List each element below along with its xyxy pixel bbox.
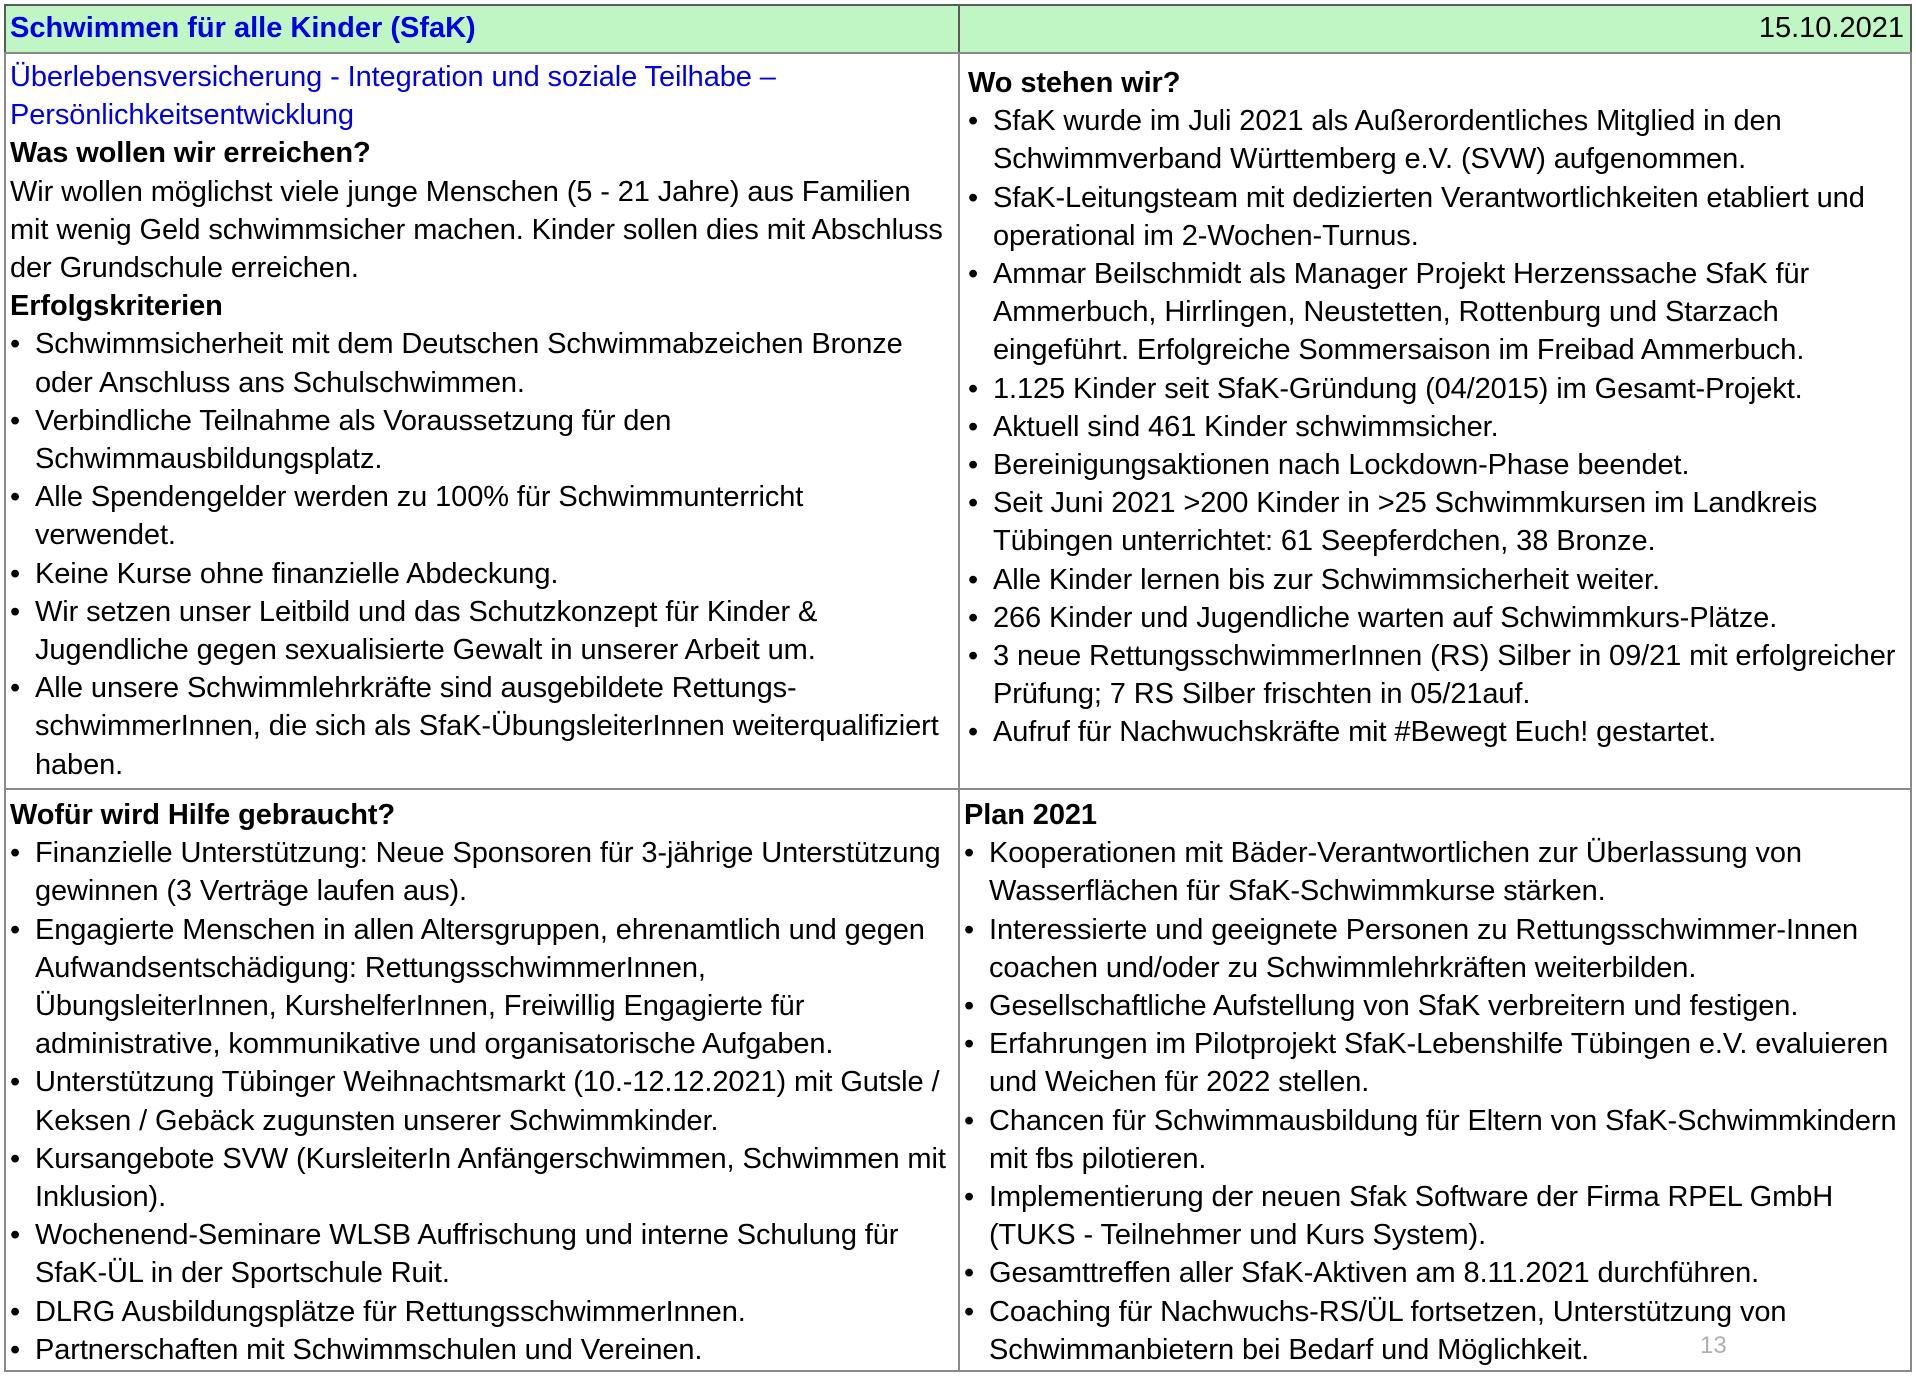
list-item-text: Kursangebote SVW (KursleiterIn Anfängerschwimmen, Schwimmen mit Inklusion).	[35, 1142, 946, 1214]
plan-cell	[958, 788, 1912, 1372]
list-item	[10, 1293, 952, 1331]
bullet-icon: •	[968, 487, 979, 520]
bullet-icon: •	[964, 1028, 975, 1061]
list-item-text: 1.125 Kinder seit SfaK-Gründung (04/2015) im Gesamt-Projekt.	[993, 372, 1803, 405]
list-item	[964, 911, 1904, 987]
list-item-text: Chancen für Schwimmausbildung für Eltern von SfaK-Schwimmkindern mit fbs pilotieren.	[989, 1104, 1897, 1175]
list-item	[10, 669, 952, 784]
list-item-text: Wochenend-Seminare WLSB Auffrischung und interne Schulung für SfaK-ÜL in der Sportschule Ruit.	[35, 1219, 899, 1290]
bullet-icon: •	[968, 181, 979, 214]
list-item-text: Alle Kinder lernen bis zur Schwimmsicherheit weiter.	[993, 563, 1660, 596]
list-item-text: Partnerschaften mit Schwimmschulen und Vereinen.	[35, 1333, 703, 1366]
help-list	[10, 834, 952, 1369]
list-item-text: Implementierung der neuen Sfak Software der Firma RPEL GmbH (TUKS - Teilnehmer und Kurs System).	[989, 1181, 1834, 1252]
bullet-icon: •	[968, 258, 979, 291]
list-item-text: Seit Juni 2021 >200 Kinder in >25 Schwimmkursen im Landkreis Tübingen unterrichtet: 61 Seepferdchen, 38 Bronze.	[993, 487, 1818, 558]
list-item	[964, 834, 1904, 910]
bullet-icon: •	[10, 672, 21, 705]
list-item-text: Wir setzen unser Leitbild und das Schutzkonzept für Kinder & Jugendliche gegen sexualisierte Gewalt in unserer Arbeit um.	[35, 595, 818, 667]
list-item	[10, 593, 952, 669]
bullet-icon: •	[10, 1142, 21, 1175]
list-item-text: Ammar Beilschmidt als Manager Projekt Herzenssache SfaK für Ammerbuch, Hirrlingen, Neustetten, Rottenburg und Starzach eingeführt. Erfolgreiche Sommersaison im Freibad Ammerbuch.	[993, 258, 1810, 367]
list-item-text: Schwimmsicherheit mit dem Deutschen Schwimmabzeichen Bronze oder Anschluss ans Schulschwimmen.	[35, 328, 903, 399]
list-item	[968, 408, 1904, 446]
status-cell	[958, 52, 1912, 790]
list-item-text: Gesamttreffen aller SfaK-Aktiven am 8.11.2021 durchführen.	[989, 1257, 1760, 1290]
goals-cell	[4, 52, 960, 790]
header-date-cell	[958, 4, 1912, 54]
list-item-text: Aktuell sind 461 Kinder schwimmsicher.	[993, 410, 1499, 443]
list-item-text: Finanzielle Unterstützung: Neue Sponsoren für 3-jährige Unterstützung gewinnen (3 Verträge laufen aus).	[35, 837, 941, 908]
list-item	[968, 561, 1904, 599]
bullet-icon: •	[964, 1295, 975, 1328]
subtitle: Überlebensversicherung - Integration und soziale Teilhabe – Persönlichkeitsentwicklung	[10, 61, 776, 132]
list-item	[968, 255, 1904, 370]
list-item-text: Bereinigungsaktionen nach Lockdown-Phase beendet.	[993, 449, 1690, 482]
list-item	[964, 1254, 1904, 1292]
list-item	[968, 179, 1904, 255]
bullet-icon: •	[964, 1257, 975, 1290]
bullet-icon: •	[10, 1066, 21, 1099]
bullet-icon: •	[964, 913, 975, 946]
status-heading: Wo stehen wir?	[968, 67, 1181, 99]
bullet-icon: •	[10, 557, 21, 590]
bullet-icon: •	[10, 481, 21, 514]
bullet-icon: •	[10, 595, 21, 628]
list-item	[10, 325, 952, 401]
criteria-heading: Erfolgskriterien	[10, 290, 223, 323]
bullet-icon: •	[964, 837, 975, 870]
list-item-text: Unterstützung Tübinger Weihnachtsmarkt (10.-12.12.2021) mit Gutsle / Keksen / Gebäck zugunsten unserer Schwimmkinder.	[35, 1066, 940, 1137]
bullet-icon: •	[968, 372, 979, 405]
plan-list	[964, 834, 1904, 1369]
bullet-icon: •	[10, 328, 21, 361]
list-item	[10, 1331, 952, 1369]
bullet-icon: •	[10, 1295, 21, 1328]
list-item-text: SfaK-Leitungsteam mit dedizierten Verantwortlichkeiten etabliert und operational im 2-Wochen-Turnus.	[993, 181, 1865, 252]
bullet-icon: •	[968, 563, 979, 596]
list-item	[10, 478, 952, 554]
list-item-text: Coaching für Nachwuchs-RS/ÜL fortsetzen, Unterstützung von Schwimmanbietern bei Bedarf und Möglichkeit.	[989, 1295, 1787, 1366]
bullet-icon: •	[968, 449, 979, 482]
list-item-text: Gesellschaftliche Aufstellung von SfaK verbreitern und festigen.	[989, 990, 1799, 1023]
list-item-text: Erfahrungen im Pilotprojekt SfaK-Lebenshilfe Tübingen e.V. evaluieren und Weichen für 2022 stellen.	[989, 1028, 1889, 1099]
status-list	[968, 102, 1904, 751]
list-item	[964, 1025, 1904, 1101]
bullet-icon: •	[10, 913, 21, 946]
bullet-icon: •	[968, 716, 979, 749]
bullet-icon: •	[964, 1104, 975, 1137]
list-item	[964, 987, 1904, 1025]
bullet-icon: •	[10, 404, 21, 437]
help-needed-cell	[4, 788, 960, 1372]
list-item	[964, 1293, 1904, 1369]
bullet-icon: •	[10, 1333, 21, 1366]
bullet-icon: •	[968, 640, 979, 673]
bullet-icon: •	[964, 1181, 975, 1214]
list-item	[964, 1102, 1904, 1178]
list-item	[10, 1140, 952, 1216]
list-item	[10, 911, 952, 1064]
page-number: 13	[1700, 1332, 1727, 1359]
list-item-text: 266 Kinder und Jugendliche warten auf Schwimmkurs-Plätze.	[993, 601, 1778, 634]
list-item	[968, 446, 1904, 484]
bullet-icon: •	[964, 990, 975, 1023]
list-item	[10, 1063, 952, 1139]
list-item	[968, 102, 1904, 178]
list-item	[10, 555, 952, 593]
list-item	[968, 370, 1904, 408]
bullet-icon: •	[968, 410, 979, 443]
bullet-icon: •	[968, 105, 979, 138]
list-item-text: Interessierte und geeignete Personen zu Rettungsschwimmer-Innen coachen und/oder zu Schwimmlehrkräften weiterbilden.	[989, 913, 1859, 984]
list-item-text: Alle unsere Schwimmlehrkräfte sind ausgebildete Rettungs-schwimmerInnen, die sich als SfaK-ÜbungsleiterInnen weiterqualifiziert haben.	[35, 672, 939, 781]
list-item	[968, 637, 1904, 713]
list-item-text: Aufruf für Nachwuchskräfte mit #Bewegt Euch! gestartet.	[993, 716, 1717, 749]
bullet-icon: •	[968, 601, 979, 634]
list-item-text: Kooperationen mit Bäder-Verantwortlichen zur Überlassung von Wasserflächen für SfaK-Schwimmkurse stärken.	[989, 837, 1802, 908]
plan-heading: Plan 2021	[964, 799, 1097, 831]
list-item-text: Keine Kurse ohne finanzielle Abdeckung.	[35, 557, 559, 590]
list-item	[964, 1178, 1904, 1254]
criteria-list	[10, 325, 952, 783]
list-item	[10, 1216, 952, 1292]
list-item	[968, 484, 1904, 560]
goal-heading: Was wollen wir erreichen?	[10, 137, 371, 170]
list-item-text: Verbindliche Teilnahme als Voraussetzung für den Schwimmausbildungsplatz.	[35, 404, 672, 476]
document-date: 15.10.2021	[1758, 12, 1904, 44]
list-item-text: Engagierte Menschen in allen Altersgruppen, ehrenamtlich und gegen Aufwandsentschädigung: RettungsschwimmerInnen, ÜbungsleiterInnen, KurshelferInnen, Freiwillig Engagierte für administrative, kommunikative und organisatorische Aufgaben.	[35, 913, 925, 1061]
bullet-icon: •	[10, 1219, 21, 1252]
list-item	[10, 402, 952, 478]
list-item-text: DLRG Ausbildungsplätze für RettungsschwimmerInnen.	[35, 1295, 746, 1328]
list-item-text: 3 neue RettungsschwimmerInnen (RS) Silber in 09/21 mit erfolgreicher Prüfung; 7 RS Silber frischten in 05/21auf.	[993, 640, 1896, 711]
help-heading: Wofür wird Hilfe gebraucht?	[10, 799, 396, 831]
goal-text: Wir wollen möglichst viele junge Menschen (5 - 21 Jahre) aus Familien mit wenig Geld schwimmsicher machen. Kinder sollen dies mit Abschluss der Grundschule erreichen.	[10, 175, 943, 285]
document-title: Schwimmen für alle Kinder (SfaK)	[10, 12, 476, 44]
bullet-icon: •	[10, 837, 21, 870]
list-item	[968, 599, 1904, 637]
list-item-text: Alle Spendengelder werden zu 100% für Schwimmunterricht verwendet.	[35, 481, 804, 552]
list-item-text: SfaK wurde im Juli 2021 als Außerordentliches Mitglied in den Schwimmverband Württemberg e.V. (SVW) aufgenommen.	[993, 105, 1782, 176]
list-item	[968, 713, 1904, 751]
list-item	[10, 834, 952, 910]
header-title-cell	[4, 4, 960, 54]
